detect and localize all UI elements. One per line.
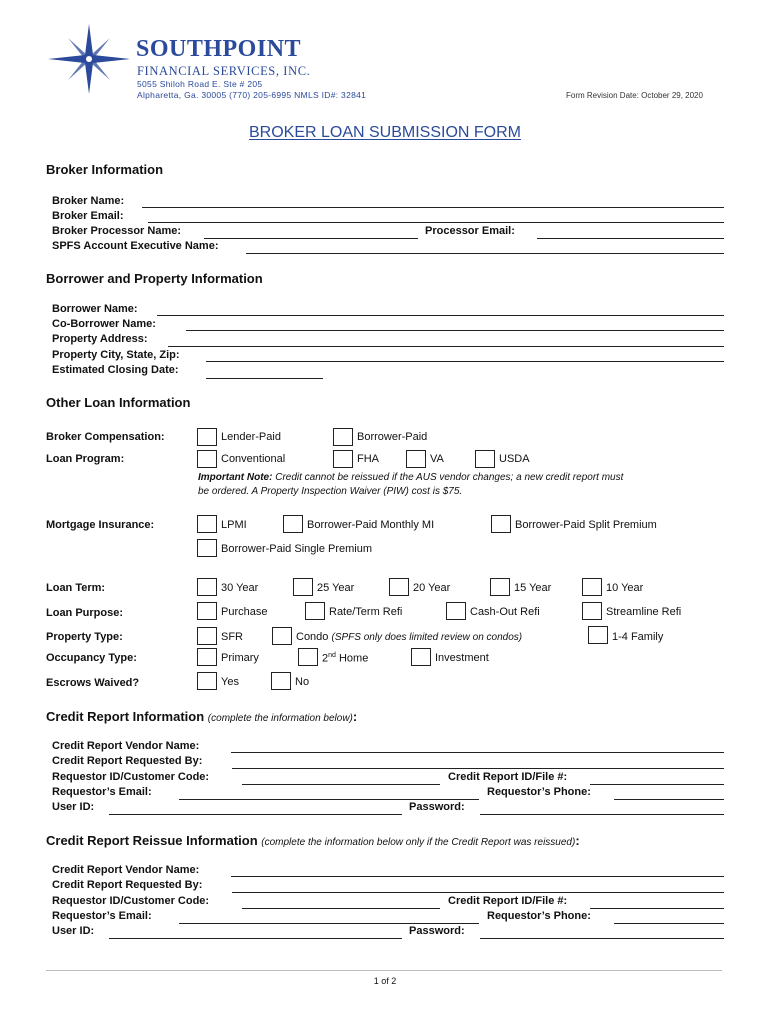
- broker-name-label: Broker Name:: [52, 195, 125, 207]
- lpmi-label: LPMI: [221, 519, 247, 531]
- one-four-family-label: 1-4 Family: [612, 631, 664, 643]
- va-label: VA: [430, 453, 444, 465]
- credit-vendor-label: Credit Report Vendor Name:: [52, 740, 200, 752]
- reissue-user-id-field[interactable]: [109, 938, 402, 939]
- reissue-user-id-label: User ID:: [52, 925, 95, 937]
- reissue-file-id-field[interactable]: [590, 908, 724, 909]
- form-revision-date: Form Revision Date: October 29, 2020: [566, 91, 703, 100]
- section-reissue-heading: [46, 833, 580, 848]
- rate-term-refi-checkbox[interactable]: [305, 602, 325, 620]
- credit-password-label: Password:: [409, 801, 465, 813]
- credit-req-email-label: Requestor’s Email:: [52, 786, 152, 798]
- important-note-text-1: Credit cannot be reissued if the AUS vendor changes; a new credit report must: [272, 472, 624, 483]
- usda-label: USDA: [499, 453, 530, 465]
- reissue-vendor-label: Credit Report Vendor Name:: [52, 864, 200, 876]
- broker-processor-name-field[interactable]: [204, 238, 418, 239]
- term-30-checkbox[interactable]: [197, 578, 217, 596]
- broker-processor-name-label: Broker Processor Name:: [52, 225, 182, 237]
- bpmi-single-label: Borrower-Paid Single Premium: [221, 543, 372, 555]
- important-note: [198, 471, 733, 499]
- loan-purpose-label: Loan Purpose:: [46, 607, 124, 619]
- lender-paid-checkbox[interactable]: [197, 428, 217, 446]
- term-15-checkbox[interactable]: [490, 578, 510, 596]
- credit-requestor-id-label: Requestor ID/Customer Code:: [52, 771, 210, 783]
- escrows-yes-checkbox[interactable]: [197, 672, 217, 690]
- primary-label: Primary: [221, 652, 259, 664]
- company-address: 5055 Shiloh Road E. Ste # 205: [137, 79, 263, 89]
- credit-req-email-field[interactable]: [179, 799, 479, 800]
- condo-note: (SPFS only does limited review on condos): [331, 632, 523, 643]
- section-broker-heading: Broker Information: [46, 162, 164, 177]
- borrower-paid-label: Borrower-Paid: [357, 431, 428, 443]
- term-10-label: 10 Year: [606, 582, 644, 594]
- term-20-label: 20 Year: [413, 582, 451, 594]
- second-home-sup: nd: [328, 652, 336, 659]
- reissue-password-label: Password:: [409, 925, 465, 937]
- credit-file-id-label: Credit Report ID/File #:: [448, 771, 568, 783]
- property-city-field[interactable]: [206, 361, 724, 362]
- reissue-req-phone-field[interactable]: [614, 923, 724, 924]
- one-four-family-checkbox[interactable]: [588, 626, 608, 644]
- conventional-checkbox[interactable]: [197, 450, 217, 468]
- co-borrower-name-label: Co-Borrower Name:: [52, 318, 156, 330]
- sfr-checkbox[interactable]: [197, 627, 217, 645]
- company-name: SOUTHPOINT: [136, 36, 302, 62]
- occupancy-type-label: Occupancy Type:: [46, 652, 137, 664]
- reissue-requestor-id-label: Requestor ID/Customer Code:: [52, 895, 210, 907]
- term-20-checkbox[interactable]: [389, 578, 409, 596]
- broker-email-label: Broker Email:: [52, 210, 124, 222]
- reissue-heading-colon: :: [575, 833, 580, 848]
- purchase-label: Purchase: [221, 606, 268, 618]
- section-loan-heading: Other Loan Information: [46, 395, 191, 410]
- bpmi-monthly-label: Borrower-Paid Monthly MI: [307, 519, 435, 531]
- reissue-req-email-field[interactable]: [179, 923, 479, 924]
- broker-email-field[interactable]: [148, 222, 724, 223]
- company-subtitle: FINANCIAL SERVICES, INC.: [137, 64, 311, 78]
- property-type-label: Property Type:: [46, 631, 123, 643]
- processor-email-label: Processor Email:: [425, 225, 515, 237]
- credit-vendor-field[interactable]: [231, 752, 724, 753]
- second-home-checkbox[interactable]: [298, 648, 318, 666]
- escrows-no-checkbox[interactable]: [271, 672, 291, 690]
- investment-checkbox[interactable]: [411, 648, 431, 666]
- va-checkbox[interactable]: [406, 450, 426, 468]
- lender-paid-label: Lender-Paid: [221, 431, 281, 443]
- escrows-no-label: No: [295, 676, 310, 688]
- usda-checkbox[interactable]: [475, 450, 495, 468]
- reissue-vendor-field[interactable]: [231, 876, 724, 877]
- reissue-heading-hint: (complete the information below only if the Credit Report was reissued): [261, 837, 576, 848]
- condo-text: Condo: [296, 631, 329, 643]
- section-credit-heading: [46, 709, 357, 724]
- credit-requestor-id-field[interactable]: [242, 784, 440, 785]
- borrower-name-field[interactable]: [157, 315, 724, 316]
- closing-date-field[interactable]: [206, 378, 323, 379]
- closing-date-label: Estimated Closing Date:: [52, 364, 179, 376]
- spfs-ae-field[interactable]: [246, 253, 724, 254]
- primary-checkbox[interactable]: [197, 648, 217, 666]
- credit-password-field[interactable]: [480, 814, 724, 815]
- credit-user-id-field[interactable]: [109, 814, 402, 815]
- broker-compensation-label: Broker Compensation:: [46, 431, 165, 443]
- credit-req-phone-field[interactable]: [614, 799, 724, 800]
- fha-checkbox[interactable]: [333, 450, 353, 468]
- reissue-requestor-id-field[interactable]: [242, 908, 440, 909]
- sfr-label: SFR: [221, 631, 243, 643]
- term-25-checkbox[interactable]: [293, 578, 313, 596]
- rate-term-refi-label: Rate/Term Refi: [329, 606, 403, 618]
- reissue-file-id-label: Credit Report ID/File #:: [448, 895, 568, 907]
- investment-label: Investment: [435, 652, 489, 664]
- cash-out-refi-label: Cash-Out Refi: [470, 606, 540, 618]
- fha-label: FHA: [357, 453, 379, 465]
- credit-requested-by-field[interactable]: [232, 768, 724, 769]
- broker-name-field[interactable]: [142, 207, 724, 208]
- bpmi-split-checkbox[interactable]: [491, 515, 511, 533]
- lpmi-checkbox[interactable]: [197, 515, 217, 533]
- company-contact: Alpharetta, Ga. 30005 (770) 205-6995 NMLS ID#: 32841: [137, 90, 367, 100]
- condo-label: [296, 631, 522, 643]
- processor-email-field[interactable]: [537, 238, 724, 239]
- reissue-password-field[interactable]: [480, 938, 724, 939]
- spfs-ae-label: SPFS Account Executive Name:: [52, 240, 219, 252]
- borrower-name-label: Borrower Name:: [52, 303, 138, 315]
- bpmi-monthly-checkbox[interactable]: [283, 515, 303, 533]
- reissue-req-phone-label: Requestor’s Phone:: [487, 910, 591, 922]
- term-30-label: 30 Year: [221, 582, 259, 594]
- term-25-label: 25 Year: [317, 582, 355, 594]
- compass-star-logo-icon: [46, 22, 132, 96]
- property-address-field[interactable]: [168, 346, 724, 347]
- purchase-checkbox[interactable]: [197, 602, 217, 620]
- property-city-label: Property City, State, Zip:: [52, 349, 180, 361]
- second-home-label: [322, 652, 368, 665]
- co-borrower-name-field[interactable]: [186, 330, 724, 331]
- borrower-paid-checkbox[interactable]: [333, 428, 353, 446]
- term-10-checkbox[interactable]: [582, 578, 602, 596]
- reissue-requested-by-label: Credit Report Requested By:: [52, 879, 203, 891]
- footer-divider: [46, 970, 722, 971]
- credit-file-id-field[interactable]: [590, 784, 724, 785]
- mortgage-insurance-label: Mortgage Insurance:: [46, 519, 155, 531]
- important-note-text-2: be ordered. A Property Inspection Waiver (PIW) cost is $75.: [198, 486, 463, 497]
- reissue-requested-by-field[interactable]: [232, 892, 724, 893]
- credit-heading-hint: (complete the information below): [207, 713, 353, 724]
- streamline-refi-checkbox[interactable]: [582, 602, 602, 620]
- loan-term-label: Loan Term:: [46, 582, 106, 594]
- important-note-title: Important Note:: [198, 472, 273, 483]
- form-title: BROKER LOAN SUBMISSION FORM: [248, 124, 522, 141]
- credit-heading-text: Credit Report Information: [46, 709, 205, 724]
- conventional-label: Conventional: [221, 453, 286, 465]
- streamline-refi-label: Streamline Refi: [606, 606, 682, 618]
- second-home-text: Home: [338, 652, 369, 665]
- condo-checkbox[interactable]: [272, 627, 292, 645]
- page-number: 1 of 2: [373, 976, 397, 986]
- property-address-label: Property Address:: [52, 333, 148, 345]
- credit-req-phone-label: Requestor’s Phone:: [487, 786, 591, 798]
- reissue-req-email-label: Requestor’s Email:: [52, 910, 152, 922]
- second-home-number: 2: [322, 652, 329, 665]
- term-15-label: 15 Year: [514, 582, 552, 594]
- bpmi-single-checkbox[interactable]: [197, 539, 217, 557]
- credit-requested-by-label: Credit Report Requested By:: [52, 755, 203, 767]
- reissue-heading-text: Credit Report Reissue Information: [46, 833, 258, 848]
- escrows-waived-label: Escrows Waived?: [46, 677, 140, 689]
- bpmi-split-label: Borrower-Paid Split Premium: [515, 519, 657, 531]
- loan-program-label: Loan Program:: [46, 453, 125, 465]
- cash-out-refi-checkbox[interactable]: [446, 602, 466, 620]
- credit-heading-colon: :: [352, 709, 358, 724]
- section-borrower-heading: Borrower and Property Information: [46, 271, 263, 286]
- escrows-yes-label: Yes: [221, 676, 239, 688]
- credit-user-id-label: User ID:: [52, 801, 95, 813]
